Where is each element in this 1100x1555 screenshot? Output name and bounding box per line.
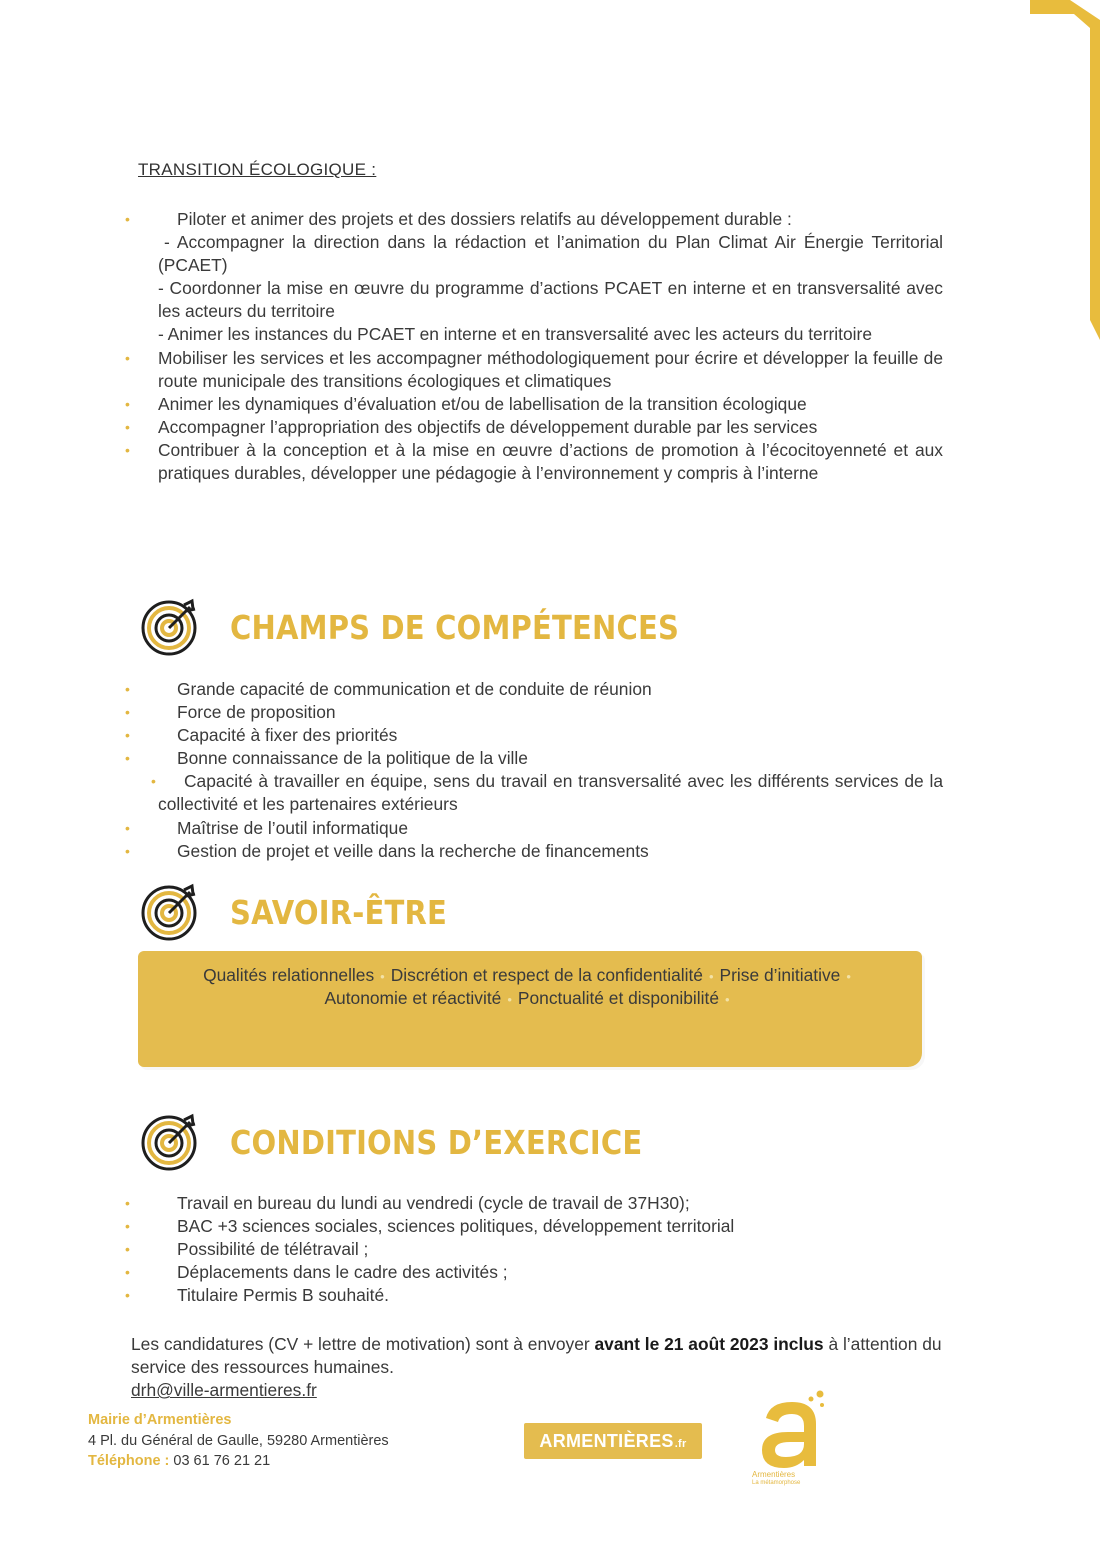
item-text: Grande capacité de communication et de conduite de réunion (177, 679, 652, 699)
target-icon (140, 882, 200, 942)
item-text: Travail en bureau du lundi au vendredi (cycle de travail de 37H30); (177, 1193, 690, 1213)
footer-org: Mairie d’Armentières (88, 1412, 232, 1428)
item-text: Contribuer à la conception et à la mise en œuvre d’actions de promotion à l’écocitoyenneté et aux pratiques durables, développer une pédagogie à l’environnement y compris à l’interne (158, 439, 943, 484)
item-text: Maîtrise de l’outil informatique (177, 817, 409, 838)
corner-decoration (1010, 0, 1100, 340)
savoir-etre-box (138, 951, 922, 1067)
competences-heading (140, 596, 740, 658)
list-item (125, 770, 943, 816)
item-text: Titulaire Permis B souhaité. (177, 1285, 389, 1306)
email-link[interactable]: drh@ville-armentieres.fr (131, 1380, 317, 1401)
savoir-etre-heading (140, 881, 477, 943)
list-item (125, 1284, 943, 1307)
item-text: Capacité à travailler en équipe, sens du travail en transversalité avec les différents services de la collectivité et les partenaires extérieurs (158, 771, 943, 815)
item-text: Possibilité de télétravail ; (177, 1239, 369, 1260)
item-text: Déplacements dans le cadre des activités ; (177, 1262, 508, 1283)
item-text: Animer les dynamiques d’évaluation et/ou de labellisation de la transition écologique (158, 393, 807, 414)
target-icon (140, 1112, 200, 1172)
list-item (125, 439, 943, 485)
competences-list (125, 678, 943, 863)
application-text: à l’attention du service des ressources humaines. (131, 1334, 942, 1378)
competences-title: CHAMPS DE COMPÉTENCES (230, 607, 680, 647)
website-badge[interactable] (524, 1423, 702, 1459)
list-item (125, 1215, 943, 1238)
conditions-title: CONDITIONS D’EXERCICE (230, 1122, 643, 1162)
savoir-etre-line-2: Autonomie et réactivité • Ponctualité et disponibilité • (324, 988, 730, 1008)
logo-line-2: La métamorphose (752, 1480, 801, 1486)
list-item (125, 701, 943, 724)
conditions-heading (140, 1111, 699, 1173)
application-text: Les candidatures (CV + lettre de motivation) sont à envoyer (131, 1334, 595, 1354)
item-text: BAC +3 sciences sociales, sciences politiques, développement territorial (177, 1216, 735, 1237)
list-item (125, 1238, 943, 1261)
section-label-transition: TRANSITION ÉCOLOGIQUE : (138, 160, 377, 179)
logo-caption (752, 1470, 842, 1488)
list-item (125, 817, 943, 840)
item-text: Force de proposition (177, 702, 336, 723)
item-text: Gestion de projet et veille dans la recherche de financements (177, 840, 649, 861)
quality-item: Prise d’initiative (719, 965, 841, 985)
application-deadline: avant le 21 août 2023 inclus (594, 1334, 824, 1354)
list-item (125, 1261, 943, 1284)
transition-list (125, 208, 943, 485)
logo-line-1: Armentières (752, 1470, 796, 1479)
list-item-sub (125, 231, 943, 346)
list-item (125, 840, 943, 863)
quality-item: Ponctualité et disponibilité (517, 988, 719, 1008)
website-name: ARMENTIÈRES (539, 1430, 674, 1451)
target-icon (140, 597, 200, 657)
logo-a-icon (752, 1388, 842, 1472)
quality-item: Autonomie et réactivité (324, 988, 502, 1008)
footer-address: 4 Pl. du Général de Gaulle, 59280 Armentières (88, 1432, 389, 1449)
item-text: Piloter et animer des projets et des dossiers relatifs au développement durable : (177, 209, 792, 229)
conditions-list (125, 1192, 943, 1307)
savoir-etre-line-1: Qualités relationnelles • Discrétion et respect de la confidentialité • Prise d’initiative • (203, 965, 851, 985)
savoir-etre-title: SAVOIR-ÊTRE (230, 892, 448, 932)
list-item (125, 678, 943, 701)
footer-phone: 03 61 76 21 21 (169, 1453, 271, 1469)
quality-item: Discrétion et respect de la confidentialité (390, 965, 703, 985)
item-text: - Accompagner la direction dans la rédaction et l’animation du Plan Climat Air Énergie Territorial (PCAET) (158, 232, 943, 276)
list-item (125, 1192, 943, 1215)
footer-phone-label: Téléphone : (88, 1453, 170, 1469)
item-text: Bonne connaissance de la politique de la ville (177, 748, 528, 769)
item-text: - Animer les instances du PCAET en interne et en transversalité avec les acteurs du territoire (158, 324, 873, 345)
list-item (125, 747, 943, 770)
item-text: Capacité à fixer des priorités (177, 725, 398, 746)
quality-item: Qualités relationnelles (203, 965, 375, 985)
item-text: Accompagner l’appropriation des objectifs de développement durable par les services (158, 416, 818, 437)
list-item (125, 393, 943, 416)
armentieres-logo (752, 1388, 842, 1492)
list-item (125, 208, 943, 231)
list-item (125, 416, 943, 439)
list-item (125, 724, 943, 747)
website-tld: .fr (674, 1438, 687, 1450)
footer-contact (88, 1410, 389, 1472)
list-item (125, 347, 943, 393)
item-text: - Coordonner la mise en œuvre du programme d’actions PCAET en interne et en transversalité avec les acteurs du territoire (158, 278, 943, 322)
item-text: Mobiliser les services et les accompagner méthodologiquement pour écrire et développer la feuille de route municipale des transitions écologiques et climatiques (158, 347, 943, 391)
